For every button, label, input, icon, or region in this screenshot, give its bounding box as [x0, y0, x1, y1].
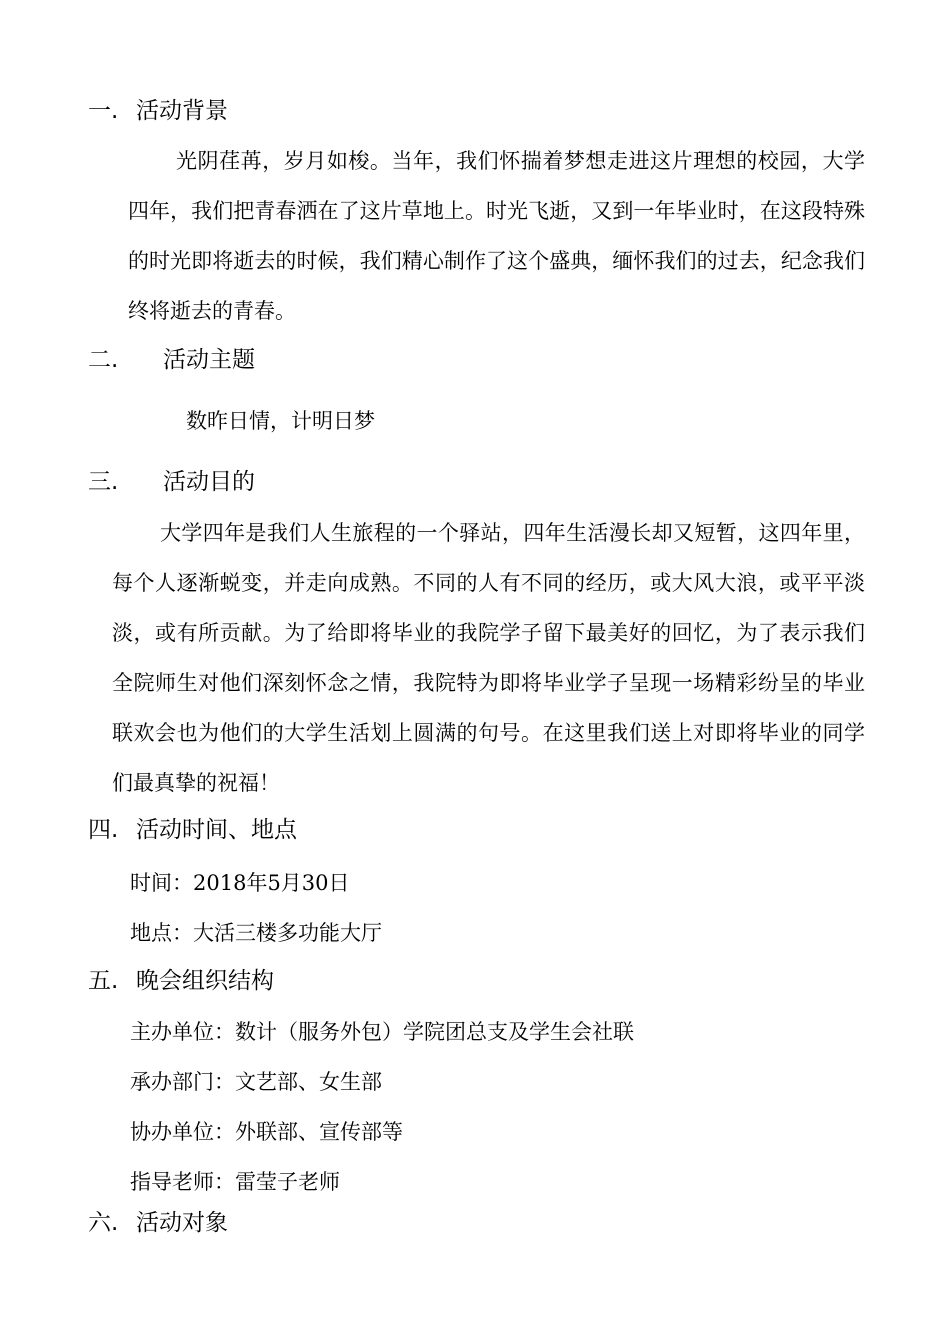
section-title: 活动主题: [163, 347, 255, 373]
section-number: 一.: [88, 98, 119, 124]
section-heading-time-place: [88, 815, 297, 845]
section-heading-purpose: [88, 467, 255, 497]
background-paragraph: 光阴荏苒，岁月如梭。当年，我们怀揣着梦想走进这片理想的校园，大学四年，我们把青春洒在了这片草地上。时光飞逝，又到一年毕业时，在这段特殊的时光即将逝去的时候，我们精心制作了这个盛典，缅怀我们的过去，纪念我们终将逝去的青春。: [128, 149, 865, 323]
undertaker-line: 承办部门：文艺部、女生部: [130, 1070, 382, 1094]
section-title: 活动时间、地点: [136, 817, 297, 843]
section-number: 四.: [88, 817, 119, 843]
purpose-paragraph: 大学四年是我们人生旅程的一个驿站，四年生活漫长却又短暂，这四年里，每个人逐渐蜕变，并走向成熟。不同的人有不同的经历，或大风大浪，或平平淡淡，或有所贡献。为了给即将毕业的我院学子留下最美好的回忆，为了表示我们全院师生对他们深刻怀念之情，我院特为即将毕业学子呈现一场精彩纷呈的毕业联欢会也为他们的大学生活划上圆满的句号。在这里我们送上对即将毕业的同学们最真挚的祝福！: [112, 521, 865, 795]
section-title: 活动背景: [136, 98, 228, 124]
section-number: 五.: [88, 968, 119, 994]
section-title: 活动对象: [136, 1210, 228, 1236]
section-number: 二.: [88, 347, 119, 373]
advisor-line: 指导老师：雷莹子老师: [130, 1170, 340, 1194]
co-organizer-line: 协办单位：外联部、宣传部等: [130, 1120, 403, 1144]
section-heading-audience: [88, 1208, 228, 1238]
organizer-line: 主办单位：数计（服务外包）学院团总支及学生会社联: [130, 1020, 634, 1044]
section-heading-background: [88, 96, 228, 126]
section-number: 三.: [88, 469, 119, 495]
section-number: 六.: [88, 1210, 119, 1236]
section-title: 晚会组织结构: [136, 968, 274, 994]
theme-text: 数昨日情，计明日梦: [186, 409, 375, 433]
event-place: 地点：大活三楼多功能大厅: [130, 921, 382, 945]
section-heading-organization: [88, 966, 274, 996]
section-title: 活动目的: [163, 469, 255, 495]
section-heading-theme: [88, 345, 255, 375]
event-time: 时间：2018年5月30日: [130, 871, 350, 895]
